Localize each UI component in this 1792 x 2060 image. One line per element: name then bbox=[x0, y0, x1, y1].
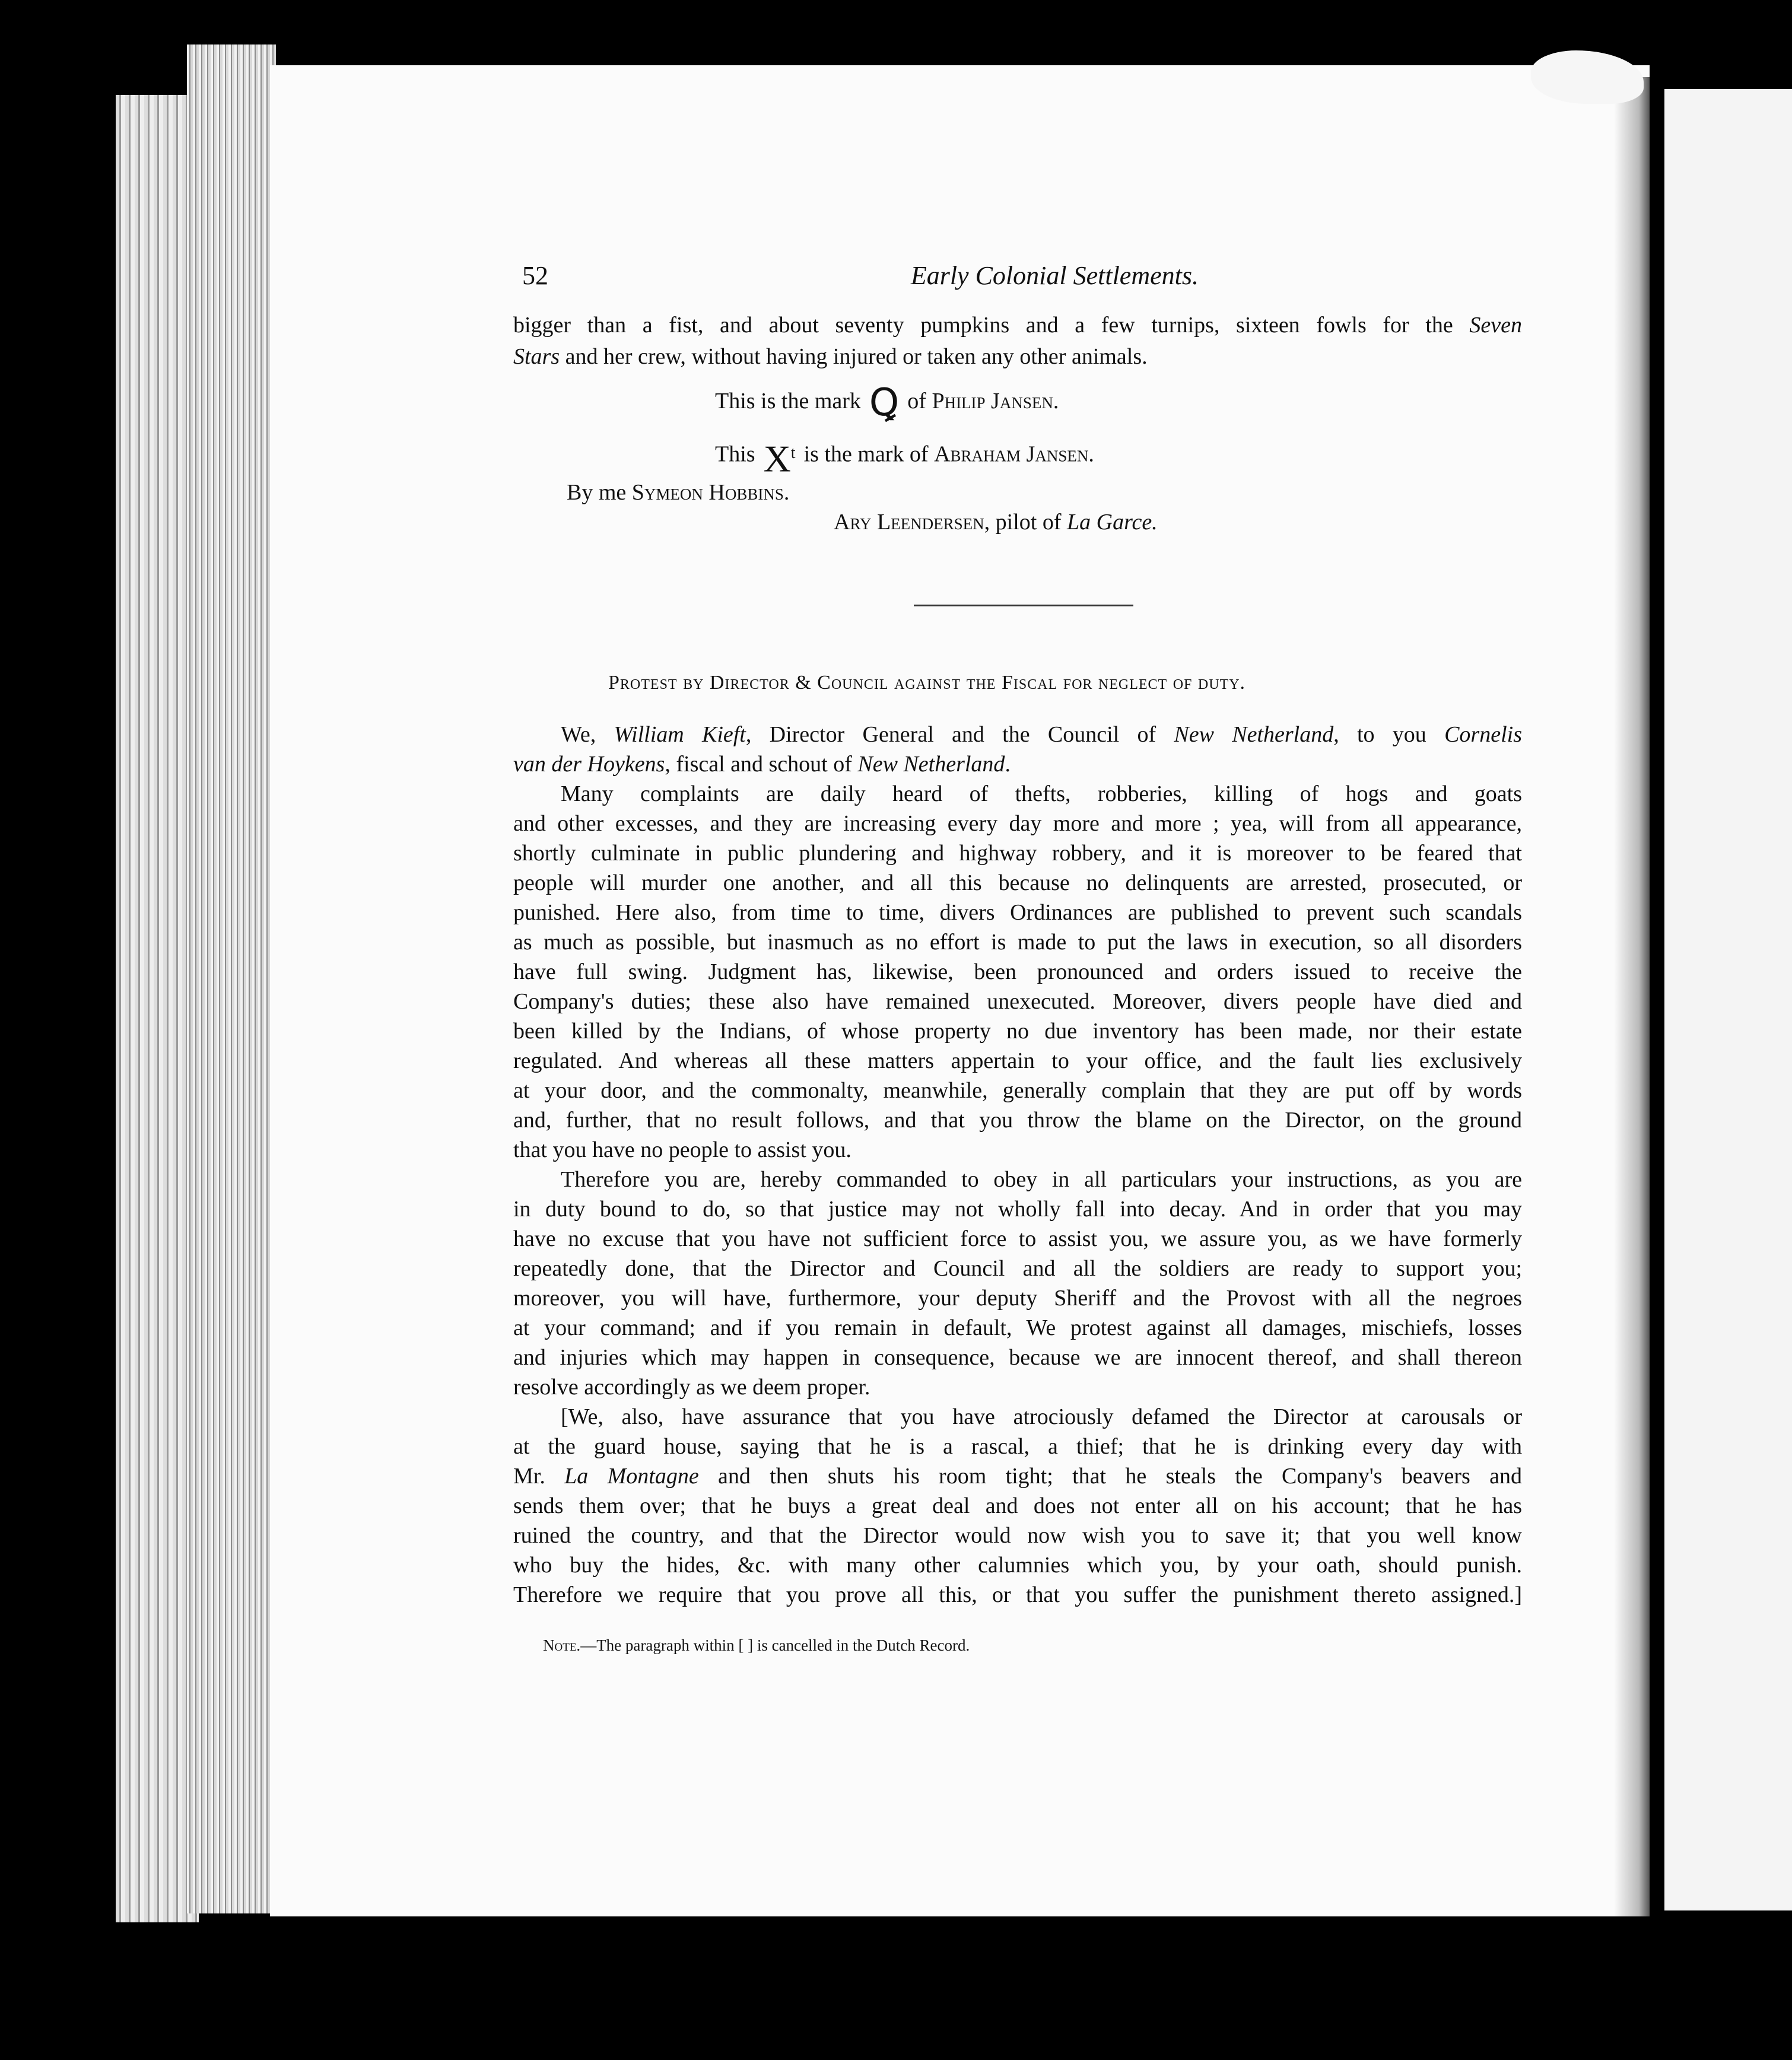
page-number: 52 bbox=[522, 261, 548, 290]
para2-line: moreover, you will have, furthermore, your deputy Sheriff and the Provost with all the negroes bbox=[513, 1286, 1522, 1311]
para1-line: that you have no people to assist you. bbox=[513, 1137, 851, 1162]
para3-line: at the guard house, saying that he is a rascal, a thief; that he is drinking every day with bbox=[513, 1434, 1522, 1459]
para1-line: people will murder one another, and all this because no delinquents are arrested, prosecuted, or bbox=[513, 870, 1522, 895]
para1-line: at your door, and the commonalty, meanwhile, generally complain that they are put off by words bbox=[513, 1078, 1522, 1103]
spine-shadow bbox=[1614, 77, 1650, 1916]
para1-line: Company's duties; these also have remained unexecuted. Moreover, divers people have died and bbox=[513, 989, 1522, 1014]
para1-line: punished. Here also, from time to time, divers Ordinances are published to prevent such scandals bbox=[513, 900, 1522, 925]
para1-line: and other excesses, and they are increasing every day more and more ; yea, will from all appearance, bbox=[513, 811, 1522, 836]
signature-mark: $X^t$ bbox=[763, 437, 796, 480]
text-line: Stars and her crew, without having injured or taken any other animals. bbox=[513, 344, 1148, 369]
para3-line: who buy the hides, &c. with many other calumnies which you, by your oath, should punish. bbox=[513, 1553, 1522, 1578]
page-stack-edges bbox=[187, 44, 276, 1913]
footnote: Note.—The paragraph within [ ] is cancelled in the Dutch Record. bbox=[543, 1636, 970, 1654]
para1-line: regulated. And whereas all these matters appertain to your office, and the fault lies exclusively bbox=[513, 1048, 1522, 1073]
section-divider bbox=[914, 605, 1133, 606]
mark-abraham-jansen: This $X^t$ is the mark of Abraham Jansen. bbox=[715, 437, 1094, 480]
opening-line: van der Hoykens, fiscal and schout of New Netherland. bbox=[513, 752, 1011, 777]
para2-line: at your command; and if you remain in default, We protest against all damages, mischiefs, losses bbox=[513, 1315, 1522, 1340]
pilot-line: Ary Leendersen, pilot of La Garce. bbox=[834, 510, 1158, 535]
text-line: bigger than a fist, and about seventy pumpkins and a few turnips, sixteen fowls for the Seven bbox=[513, 313, 1522, 338]
para2-line: Therefore you are, hereby commanded to obey in all particulars your instructions, as you are bbox=[561, 1167, 1522, 1192]
book-edge-left bbox=[116, 95, 199, 1922]
para2-line: repeatedly done, that the Director and Council and all the soldiers are ready to support you; bbox=[513, 1256, 1522, 1281]
para3-line: Mr. La Montagne and then shuts his room tight; that he steals the Company's beavers and bbox=[513, 1464, 1522, 1489]
para1-line: have full swing. Judgment has, likewise, been pronounced and orders issued to receive the bbox=[513, 959, 1522, 984]
signature-mark: Ꝗ bbox=[869, 382, 900, 424]
opening-line: We, William Kieft, Director General and the Council of New Netherland, to you Cornelis bbox=[561, 722, 1522, 747]
para3-line: Therefore we require that you prove all this, or that you suffer the punishment thereto assigned.] bbox=[513, 1582, 1522, 1607]
mark-philip-jansen: This is the mark Ꝗ of Philip Jansen. bbox=[715, 382, 1059, 424]
para2-line: and injuries which may happen in consequence, because we are innocent thereof, and shall thereon bbox=[513, 1345, 1522, 1370]
para1-line: Many complaints are daily heard of thefts, robberies, killing of hogs and goats bbox=[561, 781, 1522, 806]
section-title: Protest by Director & Council against the Fiscal for neglect of duty. bbox=[608, 672, 1246, 694]
para1-line: shortly culminate in public plundering and highway robbery, and it is moreover to be feared that bbox=[513, 841, 1522, 866]
para2-line: in duty bound to do, so that justice may not wholly fall into decay. And in order that you may bbox=[513, 1197, 1522, 1222]
para2-line: resolve accordingly as we deem proper. bbox=[513, 1375, 870, 1400]
para3-line: [We, also, have assurance that you have atrociously defamed the Director at carousals or bbox=[561, 1404, 1522, 1429]
para3-line: ruined the country, and that the Director would now wish you to save it; that you well know bbox=[513, 1523, 1522, 1548]
witness-line: By me Symeon Hobbins. bbox=[567, 480, 790, 505]
para3-line: sends them over; that he buys a great deal and does not enter all on his account; that he has bbox=[513, 1493, 1522, 1518]
running-title: Early Colonial Settlements. bbox=[910, 261, 1199, 290]
para2-line: have no excuse that you have not sufficient force to assist you, we assure you, as we have formerly bbox=[513, 1226, 1522, 1251]
facing-page-edge bbox=[1664, 89, 1792, 1910]
para1-line: and, further, that no result follows, and that you throw the blame on the Director, on the ground bbox=[513, 1108, 1522, 1133]
para1-line: been killed by the Indians, of whose property no due inventory has been made, nor their estate bbox=[513, 1019, 1522, 1044]
para1-line: as much as possible, but inasmuch as no effort is made to put the laws in execution, so all disorders bbox=[513, 930, 1522, 955]
